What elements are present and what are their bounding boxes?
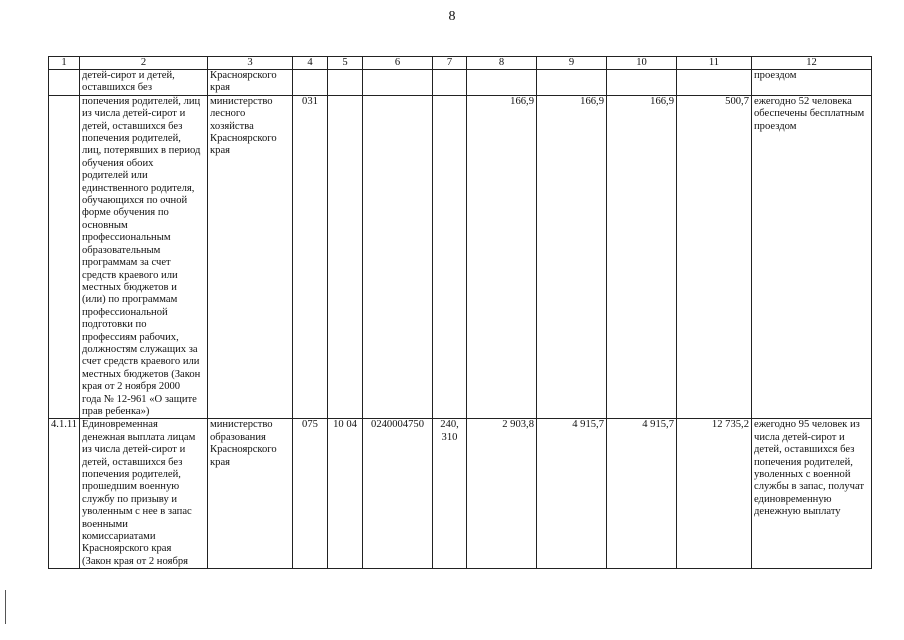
amount-cell xyxy=(607,70,677,96)
code-cell: 075 xyxy=(293,419,328,569)
expected-result-cell: ежегодно 52 человека обеспечены бесплатным проездом xyxy=(752,95,872,419)
page-number: 8 xyxy=(448,9,456,24)
target-article-cell xyxy=(363,70,433,96)
column-header: 5 xyxy=(328,57,363,70)
amount-cell: 166,9 xyxy=(607,95,677,419)
column-header: 6 xyxy=(363,57,433,70)
column-header: 2 xyxy=(80,57,208,70)
amount-cell xyxy=(537,70,607,96)
amount-cell xyxy=(467,70,537,96)
target-article-cell xyxy=(363,95,433,419)
amount-cell: 4 915,7 xyxy=(607,419,677,569)
total-cell xyxy=(677,70,752,96)
column-header: 11 xyxy=(677,57,752,70)
section-cell xyxy=(328,95,363,419)
administrator-cell: министерство образования Красноярского края xyxy=(208,419,293,569)
expected-result-cell: проездом xyxy=(752,70,872,96)
column-header: 1 xyxy=(49,57,80,70)
amount-cell: 2 903,8 xyxy=(467,419,537,569)
table-row xyxy=(49,70,872,96)
expected-result-cell: ежегодно 95 человек из числа детей-сирот и детей, оставшихся без попечения родителей, уволенных с военной службы в запас, получат единовременную денежную выплату xyxy=(752,419,872,569)
column-header: 4 xyxy=(293,57,328,70)
amount-cell: 166,9 xyxy=(537,95,607,419)
measure-name-cell: Единовременная денежная выплата лицам из числа детей-сирот и детей, оставшихся без попечения родителей, прошедшим военную службу по призыву и уволенным с нее в запас военными комиссариатами Красноярского края (Закон края от 2 ноября xyxy=(80,419,208,569)
column-header: 7 xyxy=(433,57,467,70)
amount-cell: 4 915,7 xyxy=(537,419,607,569)
code-cell: 031 xyxy=(293,95,328,419)
column-number-row xyxy=(49,57,872,70)
section-cell: 10 04 xyxy=(328,419,363,569)
expense-type-cell: 240, 310 xyxy=(433,419,467,569)
table-row xyxy=(49,419,872,569)
column-header: 9 xyxy=(537,57,607,70)
expense-type-cell xyxy=(433,95,467,419)
item-number-cell: 4.1.11 xyxy=(49,419,80,569)
administrator-cell: министерство лесного хозяйства Красноярского края xyxy=(208,95,293,419)
expense-type-cell xyxy=(433,70,467,96)
total-cell: 12 735,2 xyxy=(677,419,752,569)
target-article-cell: 0240004750 xyxy=(363,419,433,569)
column-header: 12 xyxy=(752,57,872,70)
item-number-cell xyxy=(49,70,80,96)
section-cell xyxy=(328,70,363,96)
measure-name-cell: детей-сирот и детей, оставшихся без xyxy=(80,70,208,96)
column-header: 10 xyxy=(607,57,677,70)
column-header: 8 xyxy=(467,57,537,70)
code-cell xyxy=(293,70,328,96)
item-number-cell xyxy=(49,95,80,419)
column-header: 3 xyxy=(208,57,293,70)
budget-table xyxy=(48,56,872,569)
scan-margin-mark xyxy=(5,590,6,624)
amount-cell: 166,9 xyxy=(467,95,537,419)
table-row xyxy=(49,95,872,419)
measure-name-cell: попечения родителей, лиц из числа детей-сирот и детей, оставшихся без попечения родителей, лиц, потерявших в период обучения обоих родителей или единственного родителя, обучающихся по очной форме обучения по основным профессиональным образовательным программам за счет средств краевого или местных бюджетов и (или) по программам профессиональной подготовки по профессиям рабочих, должностям служащих за счет средств краевого или местных бюджетов (Закон края от 2 ноября 2000 года № 12-961 «О защите прав ребенка») xyxy=(80,95,208,419)
total-cell: 500,7 xyxy=(677,95,752,419)
administrator-cell: Красноярского края xyxy=(208,70,293,96)
